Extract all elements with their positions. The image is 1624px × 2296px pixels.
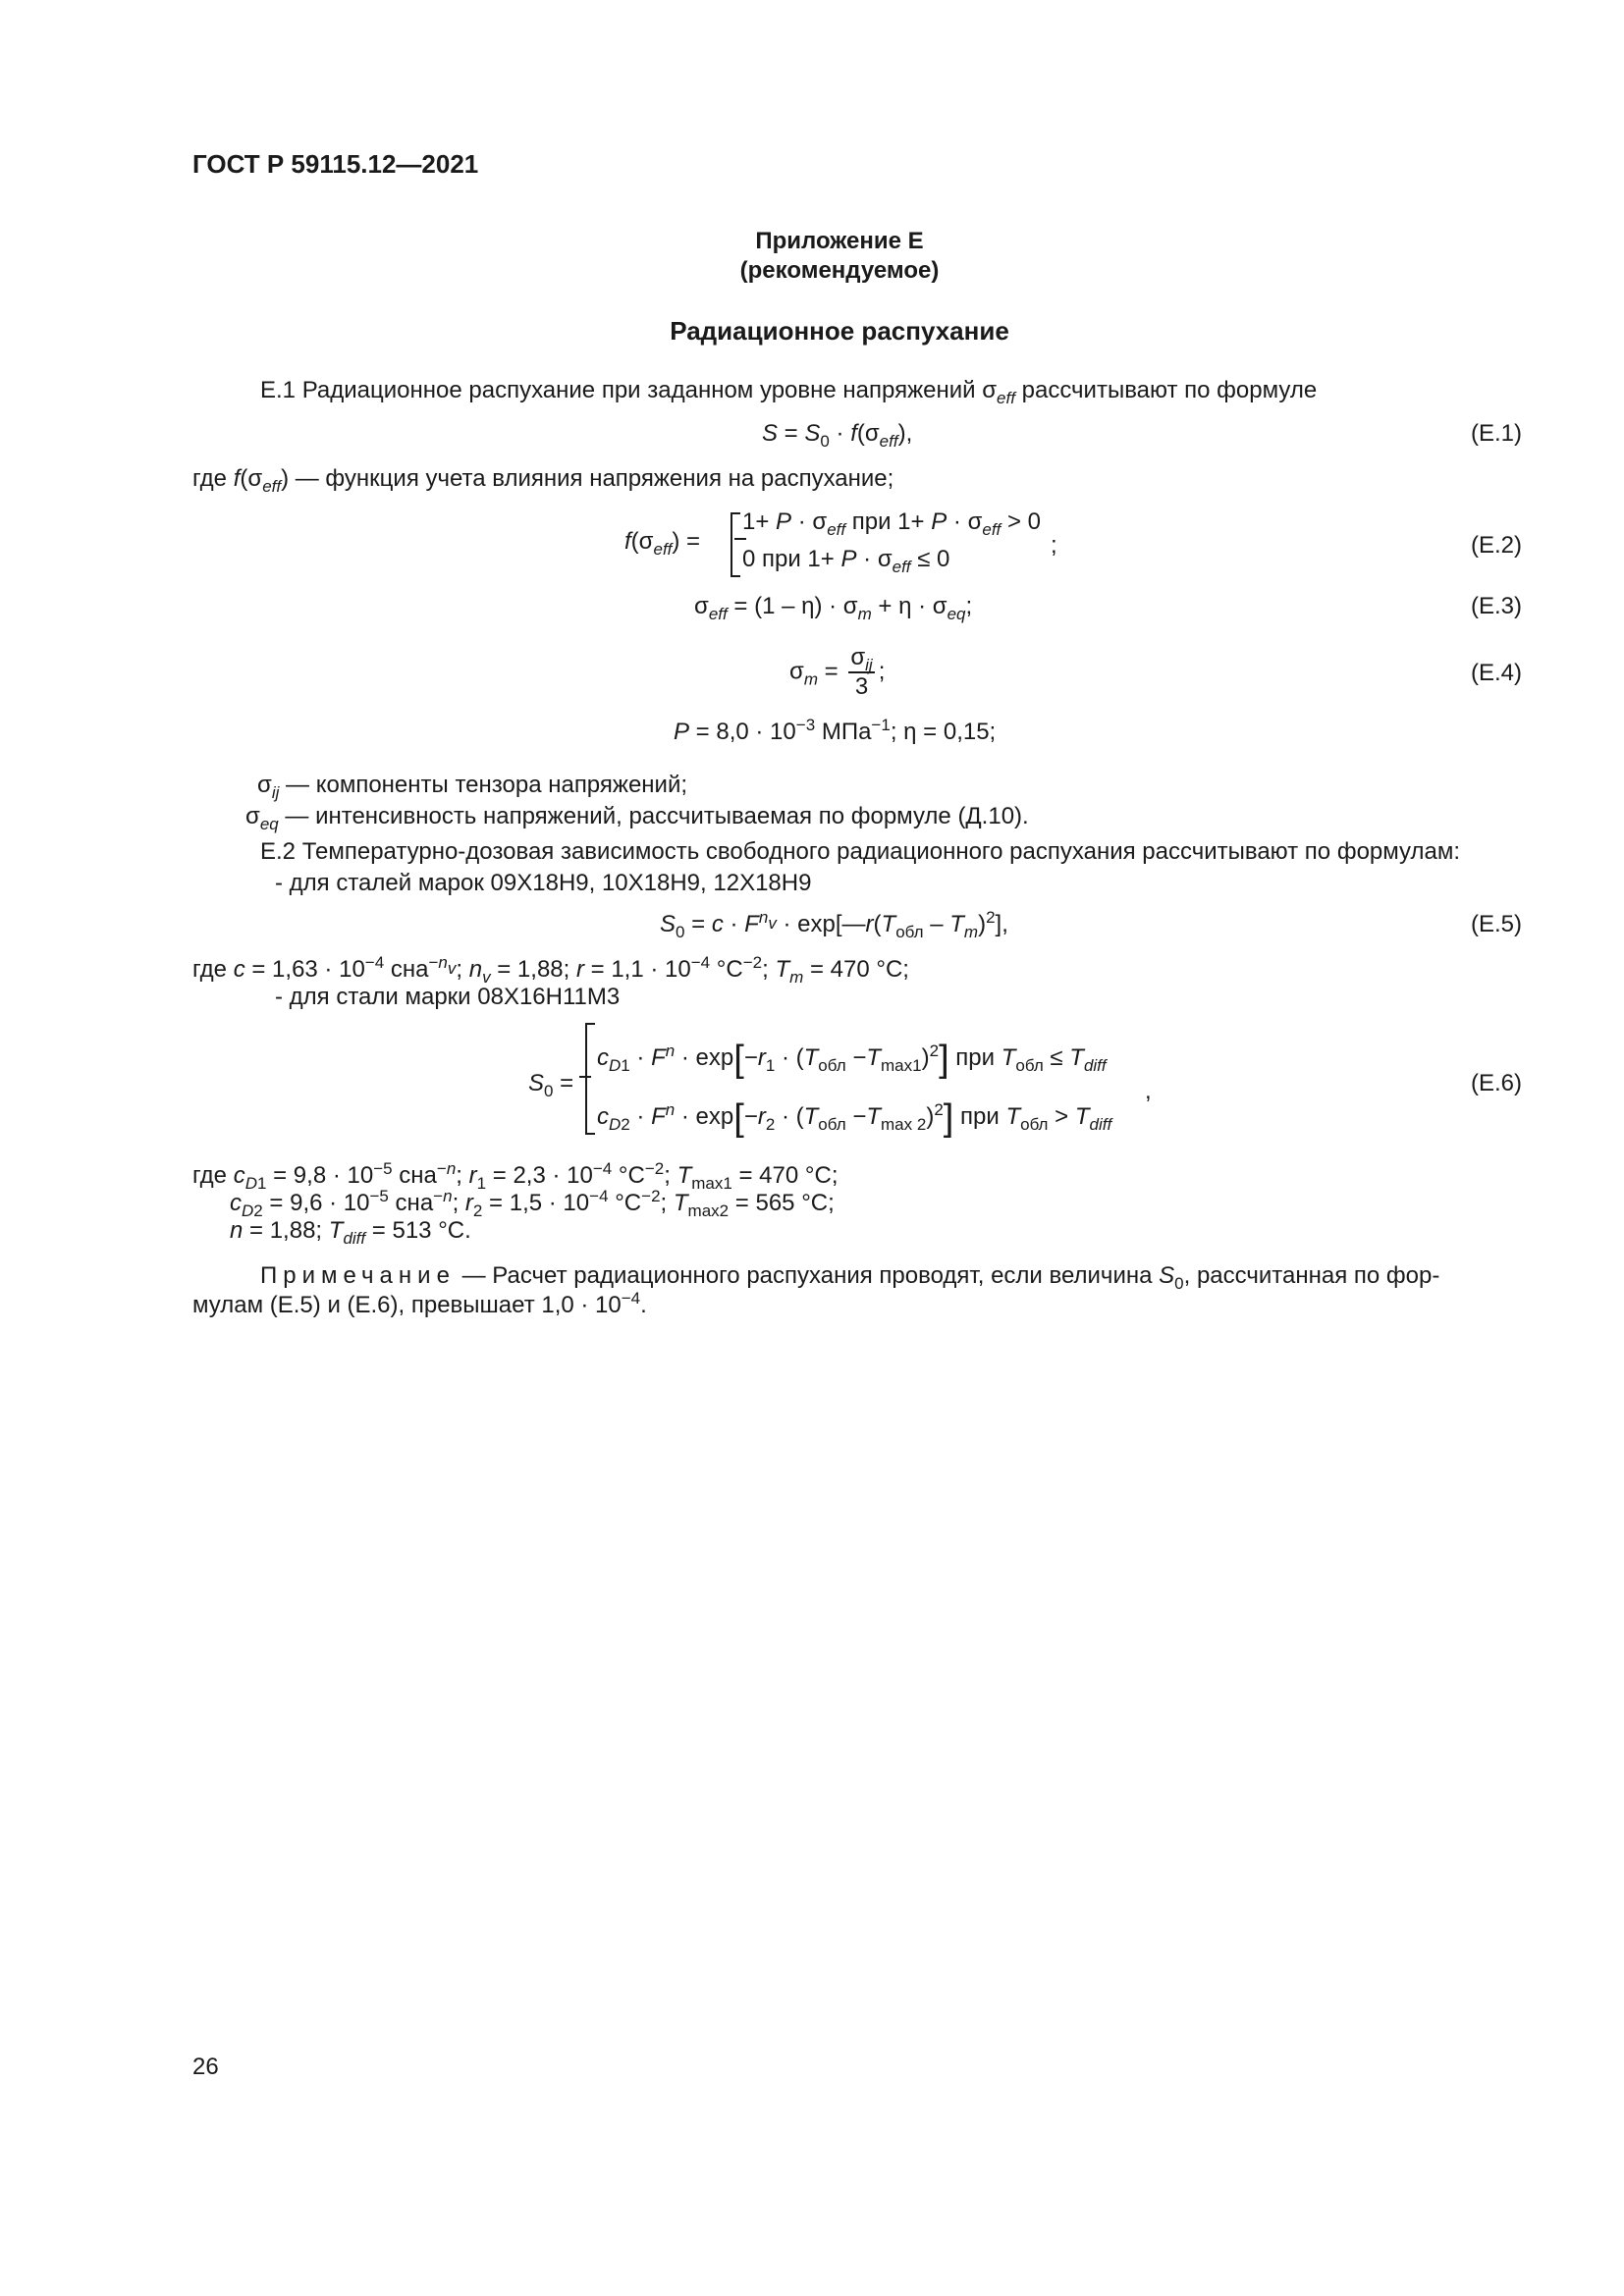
equation-number: (Е.4): [1470, 660, 1522, 686]
equation-number: (Е.2): [1470, 532, 1522, 559]
where-clause-e5: где $c = 1,63 \cdot 10^{-4}$ сна$^{-n_v}$; $n_v = 1,88$; $r = 1,1 \cdot 10^{-4}$ $^\circ С^{-2}$; $T_m = 470$ °С;: [192, 953, 909, 987]
where-clause-e6-line1: где $c_{D1} = 9,8 \cdot 10^{-5}$ сна$^{-n}$; $r_1 = 2,3 \cdot 10^{-4}$ $^\circ С^{-2}$; $T_{max1} = 470$ °С;: [192, 1159, 839, 1193]
constants-line: $P = 8,0 \cdot 10^{-3}$ МПа$^{-1}$; η = 0,15;: [674, 716, 997, 745]
equation-e2-case1: $1+ P \cdot \sigma_{eff}$ при $1+ P \cdot \sigma_{eff} > 0$: [742, 508, 1041, 539]
piecewise-brace: [731, 512, 740, 577]
paragraph-e1: Е.1 Радиационное распухание при заданном уровне напряжений $\sigma_{eff}$ рассчитывают по формуле: [260, 377, 1318, 407]
equation-e4: $\sigma_m$ = $\frac{\sigma_{ij}}{3}$ ;: [789, 644, 886, 700]
document-code: ГОСТ Р 59115.12—2021: [192, 149, 479, 179]
appendix-status: (рекомендуемое): [739, 257, 940, 284]
page-number: 26: [192, 2054, 219, 2080]
equation-number: (Е.5): [1470, 911, 1522, 937]
equation-e3: $\sigma_{eff} = (1 - \eta) \cdot \sigma_m + \eta \cdot \sigma_{eq}$;: [694, 593, 973, 623]
paragraph-e2: Е.2 Температурно-дозовая зависимость свободного радиационного распухания рассчитывают по формулам:: [260, 838, 1461, 865]
where-clause-e6-line2: $c_{D2} = 9,6 \cdot 10^{-5}$ сна$^{-n}$; $r_2 = 1,5 \cdot 10^{-4}$ $^\circ С^{-2}$; $T_{max2} = 565$ °С;: [230, 1187, 835, 1220]
piecewise-brace: [585, 1023, 595, 1135]
definition-sigma-ij: $\sigma_{ij}$ — компоненты тензора напряжений;: [257, 772, 688, 802]
where-clause-f: где $f(\sigma_{eff})$ — функция учета влияния напряжения на распухание;: [192, 465, 894, 496]
note-line2: мулам (Е.5) и (Е.6), превышает $1,0 \cdot 10^{-4}$.: [192, 1289, 647, 1318]
appendix-title: Приложение Е: [755, 228, 924, 254]
note-line1: Примечание — Расчет радиационного распухания проводят, если величина $S_0$, рассчитанная по фор-: [260, 1262, 1440, 1293]
equation-e6-case1: $c_{D1} \cdot F^n \cdot \exp[-r_1 \cdot (T_{обл} -T_{max1})^2]$ при $T_{обл} \le T_{diff}$: [597, 1039, 1107, 1080]
equation-e1: $S = S_0 \cdot f(\sigma_{eff})$,: [762, 420, 913, 451]
equation-e2-lhs: $f(\sigma_{eff})$ =: [624, 528, 701, 559]
steel-grades-1: - для сталей марок 09Х18Н9, 10Х18Н9, 12Х18Н9: [275, 870, 812, 896]
equation-e6-comma: ,: [1145, 1078, 1152, 1104]
definition-sigma-eq: $\sigma_{eq}$ — интенсивность напряжений, рассчитываемая по формуле (Д.10).: [245, 803, 1029, 833]
equation-e2-case2: 0 при $1+ P \cdot \sigma_{eff} \le 0$: [742, 546, 950, 576]
equation-number: (Е.1): [1470, 420, 1522, 447]
brace-tip: [734, 538, 746, 540]
steel-grades-2: - для стали марки 08Х16Н11М3: [275, 984, 621, 1010]
equation-number: (Е.6): [1470, 1070, 1522, 1096]
equation-e6-case2: $c_{D2} \cdot F^n \cdot \exp[-r_2 \cdot (T_{обл} -T_{max 2})^2]$ при $T_{обл} > T_{diff}$: [597, 1097, 1112, 1139]
equation-e6-lhs: $S_0$ =: [528, 1070, 574, 1100]
section-heading: Радиационное распухание: [670, 316, 1009, 346]
where-clause-e6-line3: n = 1,88; $T_{diff} = 513$ °С.: [230, 1217, 471, 1248]
brace-tip: [579, 1076, 591, 1078]
equation-e2-semicolon: ;: [1051, 532, 1057, 559]
equation-number: (Е.3): [1470, 593, 1522, 619]
equation-e5: $S_0 = c \cdot F^{n_v}$ · $\exp[—r(T_{обл} - T_m)^2]$,: [660, 908, 1008, 941]
